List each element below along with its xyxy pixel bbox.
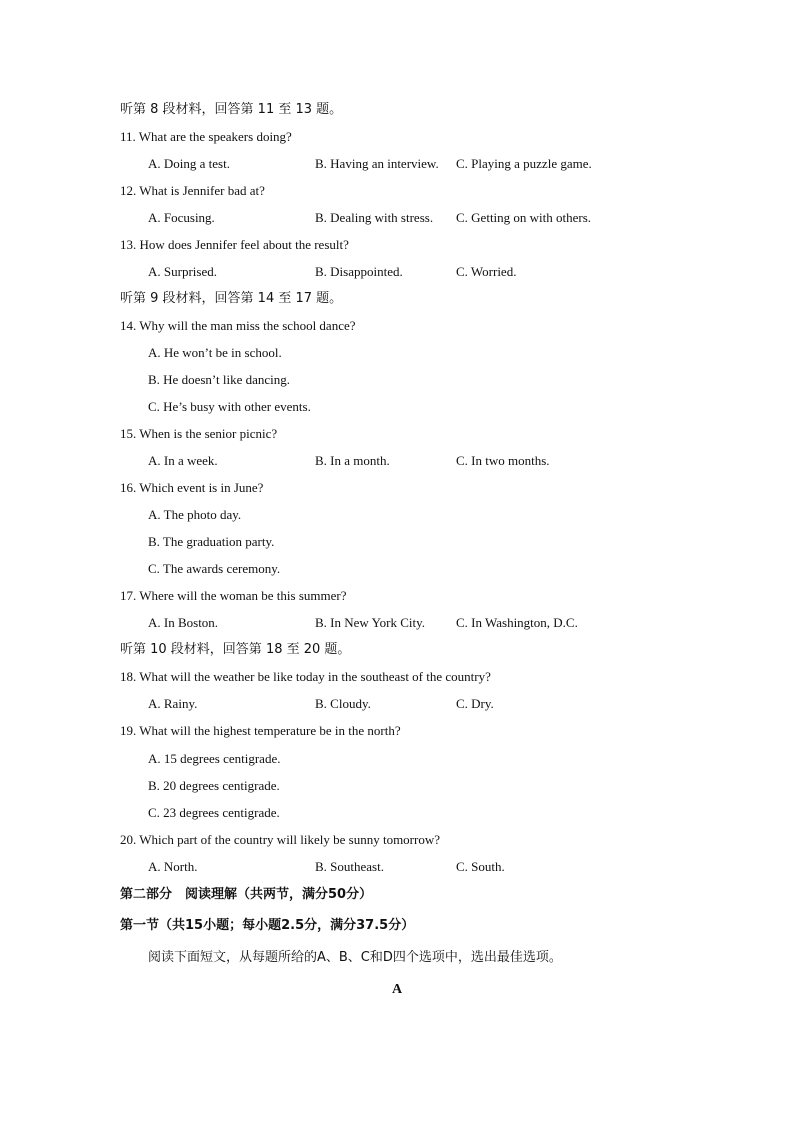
question-17: 17. Where will the woman be this summer? bbox=[120, 588, 347, 603]
q18-option-a: A. Rainy. bbox=[148, 696, 198, 711]
q16-option-b: B. The graduation party. bbox=[148, 534, 275, 549]
section-1-title: 第一节（共15小题；每小题2.5分，满分37.5分） bbox=[120, 918, 415, 933]
q17-option-c: C. In Washington, D.C. bbox=[456, 615, 578, 630]
q20-option-a: A. North. bbox=[148, 859, 198, 874]
q16-option-c: C. The awards ceremony. bbox=[148, 561, 281, 576]
q15-option-c: C. In two months. bbox=[456, 453, 550, 468]
passage-label: A bbox=[391, 982, 403, 997]
question-16: 16. Which event is in June? bbox=[120, 480, 264, 495]
question-15: 15. When is the senior picnic? bbox=[120, 426, 278, 441]
q19-option-b: B. 20 degrees centigrade. bbox=[148, 778, 280, 793]
question-19: 19. What will the highest temperature be in the north? bbox=[120, 723, 401, 738]
question-11: 11. What are the speakers doing? bbox=[120, 129, 292, 144]
q19-option-c: C. 23 degrees centigrade. bbox=[148, 805, 280, 820]
q11-option-b: B. Having an interview. bbox=[315, 156, 439, 171]
q15-option-a: A. In a week. bbox=[148, 453, 218, 468]
q20-option-c: C. South. bbox=[456, 859, 505, 874]
question-14: 14. Why will the man miss the school dance? bbox=[120, 318, 356, 333]
q14-option-b: B. He doesn’t like dancing. bbox=[148, 372, 291, 387]
q12-option-c: C. Getting on with others. bbox=[456, 210, 592, 225]
question-18: 18. What will the weather be like today in the southeast of the country? bbox=[120, 669, 491, 684]
section-8-heading: 听第 8 段材料，回答第 11 至 13 题。 bbox=[120, 102, 343, 117]
q19-option-a: A. 15 degrees centigrade. bbox=[148, 751, 281, 766]
q15-option-b: B. In a month. bbox=[315, 453, 390, 468]
q17-option-b: B. In New York City. bbox=[315, 615, 426, 630]
q13-option-c: C. Worried. bbox=[456, 264, 517, 279]
section-10-heading: 听第 10 段材料，回答第 18 至 20 题。 bbox=[120, 642, 351, 657]
q12-option-a: A. Focusing. bbox=[148, 210, 215, 225]
q13-option-a: A. Surprised. bbox=[148, 264, 217, 279]
q14-option-c: C. He’s busy with other events. bbox=[148, 399, 311, 414]
part-2-title: 第二部分 阅读理解（共两节，满分50分） bbox=[120, 887, 373, 902]
q20-option-b: B. Southeast. bbox=[315, 859, 384, 874]
q18-option-c: C. Dry. bbox=[456, 696, 494, 711]
q14-option-a: A. He won’t be in school. bbox=[148, 345, 282, 360]
q16-option-a: A. The photo day. bbox=[148, 507, 242, 522]
q11-option-a: A. Doing a test. bbox=[148, 156, 230, 171]
q11-option-c: C. Playing a puzzle game. bbox=[456, 156, 592, 171]
question-13: 13. How does Jennifer feel about the result? bbox=[120, 237, 349, 252]
question-20: 20. Which part of the country will likely be sunny tomorrow? bbox=[120, 832, 440, 847]
question-12: 12. What is Jennifer bad at? bbox=[120, 183, 265, 198]
q18-option-b: B. Cloudy. bbox=[315, 696, 371, 711]
q13-option-b: B. Disappointed. bbox=[315, 264, 403, 279]
q12-option-b: B. Dealing with stress. bbox=[315, 210, 434, 225]
section-9-heading: 听第 9 段材料，回答第 14 至 17 题。 bbox=[120, 291, 343, 306]
reading-instruction: 阅读下面短文，从每题所给的A、B、C和D四个选项中，选出最佳选项。 bbox=[148, 950, 562, 965]
q17-option-a: A. In Boston. bbox=[148, 615, 219, 630]
